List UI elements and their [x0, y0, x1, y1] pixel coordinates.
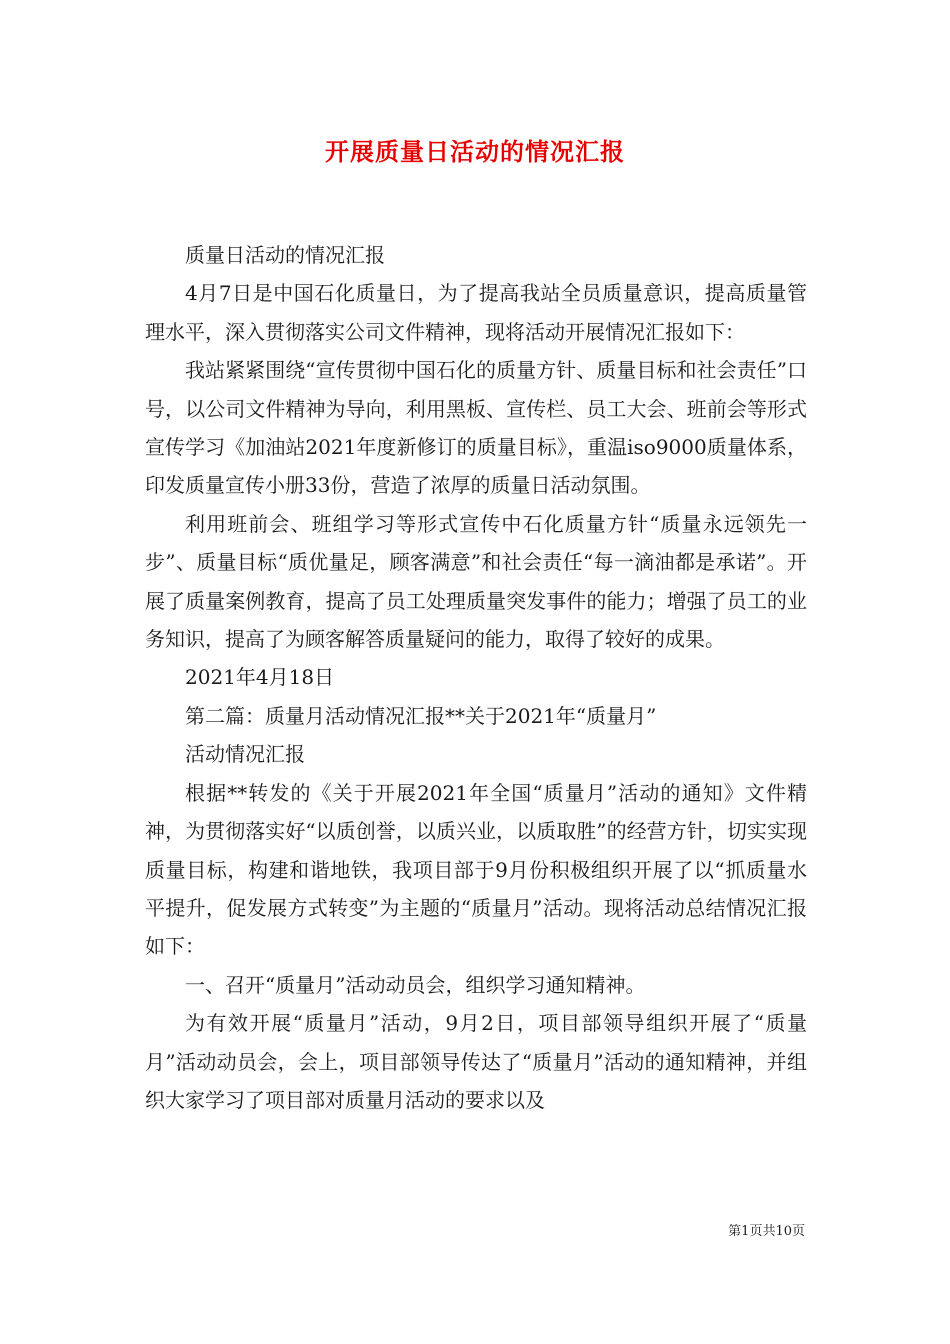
document-body [145, 236, 807, 1119]
paragraph-section-subtitle: 活动情况汇报 [185, 742, 305, 767]
paragraph: 我站紧紧围绕“宣传贯彻中国石化的质量方针、质量目标和社会责任”口号，以公司文件精神为导向，利用黑板、宣传栏、员工大会、班前会等形式宣传学习《加油站2021年度新修订的质量目标》，重温iso9000质量体系，印发质量宣传小册33份，营造了浓厚的质量日活动氛围。 [145, 358, 807, 498]
page-number-footer: 第1页共10页 [728, 1224, 805, 1239]
document-title: 开展质量日活动的情况汇报 [325, 138, 625, 166]
paragraph-subheading: 一、召开“质量月”活动动员会，组织学习通知精神。 [185, 972, 646, 997]
paragraph: 根据**转发的《关于开展2021年全国“质量月”活动的通知》文件精神，为贯彻落实好“以质创誉，以质兴业，以质取胜”的经营方针，切实实现质量目标，构建和谐地铁，我项目部于9月份积极组织开展了以“抓质量水平提升，促发展方式转变”为主题的“质量月”活动。现将活动总结情况汇报如下： [145, 780, 807, 959]
paragraph: 利用班前会、班组学习等形式宣传中石化质量方针“质量永远领先一步”、质量目标“质优量足，顾客满意”和社会责任“每一滴油都是承诺”。开展了质量案例教育，提高了员工处理质量突发事件的能力；增强了员工的业务知识，提高了为顾客解答质量疑问的能力，取得了较好的成果。 [145, 511, 807, 652]
paragraph-section-title: 第二篇：质量月活动情况汇报**关于2021年“质量月” [185, 703, 657, 728]
paragraph: 为有效开展“质量月”活动，9月2日，项目部领导组织开展了“质量月”活动动员会，会上，项目部领导传达了“质量月”活动的通知精神，并组织大家学习了项目部对质量月活动的要求以及 [145, 1011, 807, 1112]
paragraph: 4月7日是中国石化质量日，为了提高我站全员质量意识，提高质量管理水平，深入贯彻落实公司文件精神，现将活动开展情况汇报如下： [145, 281, 807, 344]
paragraph-heading: 质量日活动的情况汇报 [185, 243, 385, 267]
paragraph-date: 2021年4月18日 [185, 665, 335, 690]
